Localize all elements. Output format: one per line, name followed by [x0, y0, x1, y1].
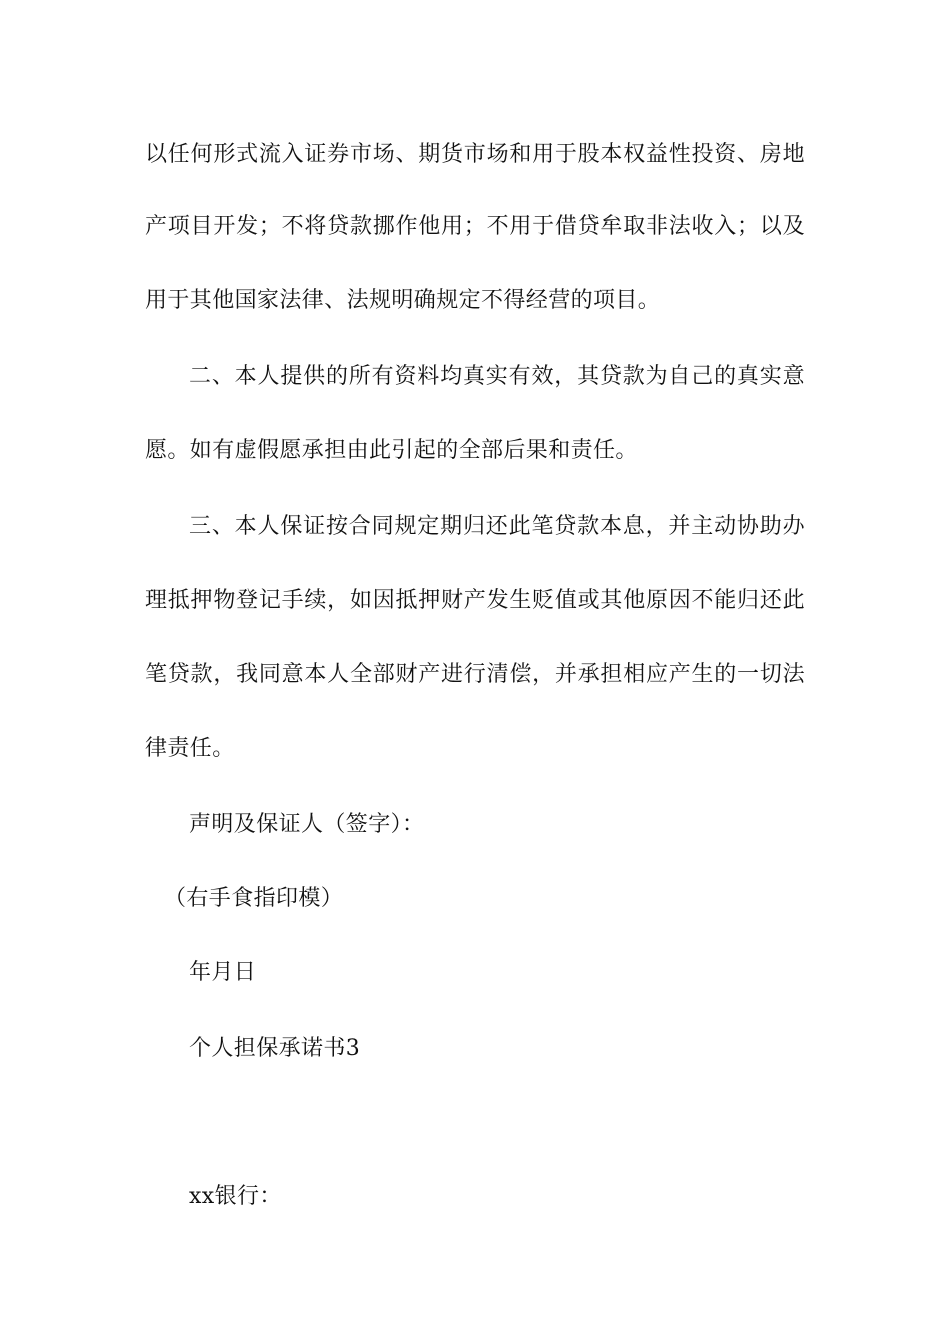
paragraph-3-line-1: 三、本人保证按合同规定期归还此笔贷款本息，并主动协助办: [189, 514, 805, 539]
paragraph-3-line-4: 律责任。: [145, 736, 235, 761]
paragraph-2-line-1: 二、本人提供的所有资料均真实有效，其贷款为自己的真实意: [189, 364, 805, 389]
paragraph-2-line-2: 愿。如有虚假愿承担由此引起的全部后果和责任。: [145, 438, 638, 463]
paragraph-1-line-3: 用于其他国家法律、法规明确规定不得经营的项目。: [145, 288, 661, 313]
paragraph-1-line-2: 产项目开发；不将贷款挪作他用；不用于借贷牟取非法收入；以及: [145, 214, 805, 239]
date-label: 年月日: [189, 960, 257, 985]
paragraph-3-line-3: 笔贷款，我同意本人全部财产进行清偿，并承担相应产生的一切法: [145, 662, 805, 687]
paragraph-3-line-2: 理抵押物登记手续，如因抵押财产发生贬值或其他原因不能归还此: [145, 588, 805, 613]
fingerprint-label: （右手食指印模）: [164, 886, 344, 911]
paragraph-1-line-1: 以任何形式流入证券市场、期货市场和用于股本权益性投资、房地: [145, 142, 805, 167]
next-section-title: 个人担保承诺书3: [189, 1036, 361, 1061]
addressee: xx银行：: [189, 1184, 282, 1209]
signature-label: 声明及保证人（签字）：: [189, 812, 425, 837]
